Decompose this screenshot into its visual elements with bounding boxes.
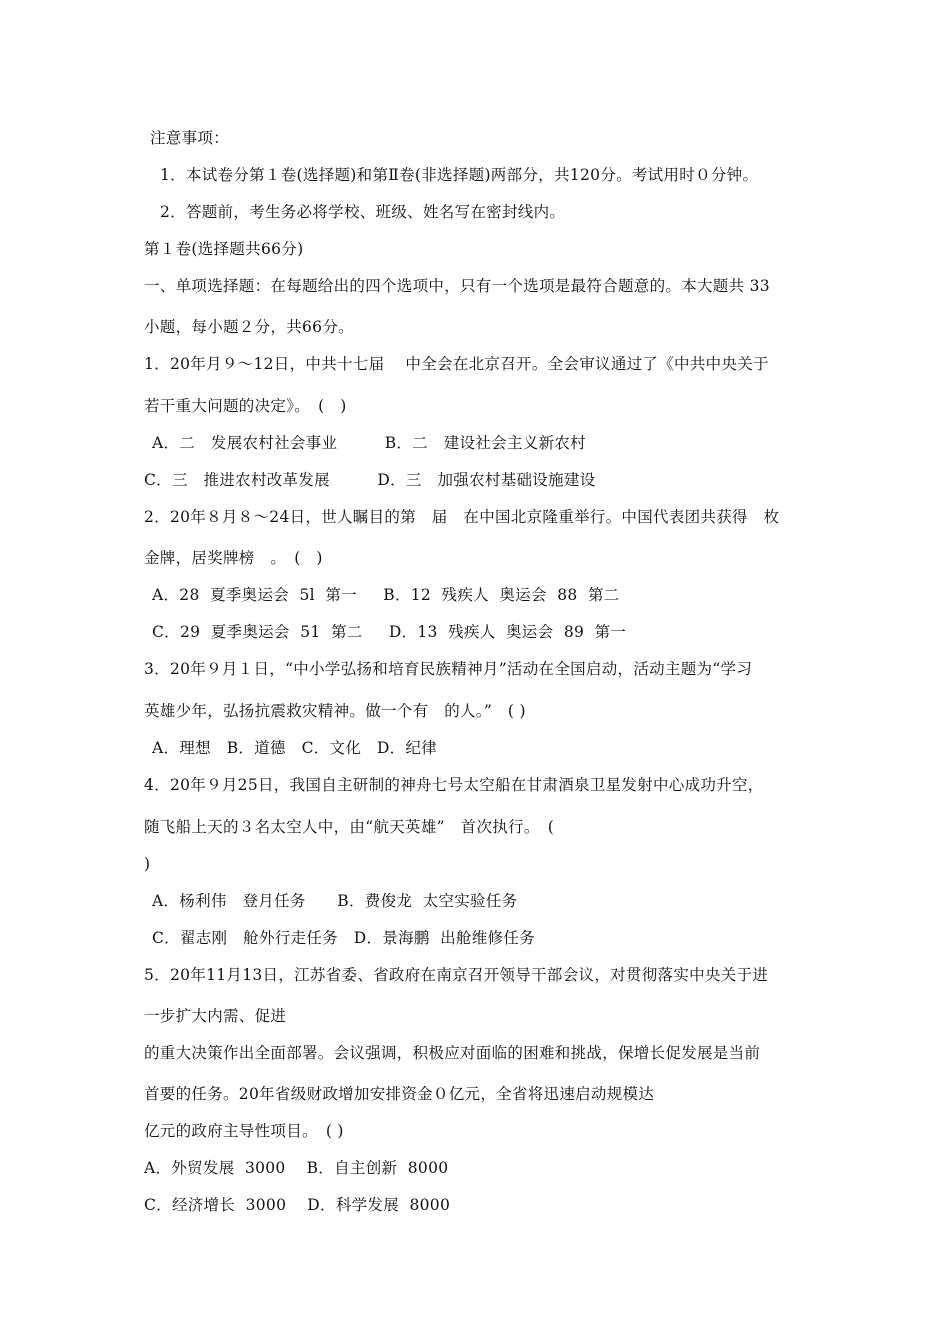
q1-options-line2: C．三 推进农村改革发展 D．三 加强农村基础设施建设: [144, 471, 596, 489]
q4-options-line2: C．翟志刚 舱外行走任务 D．景海鹏 出舱维修任务: [152, 929, 535, 947]
notice-heading: 注意事项：: [150, 129, 230, 147]
section1-intro-line2: 小题，每小题２分，共66分。: [144, 318, 354, 336]
q4-options-line1: A．杨利伟 登月任务 B．费俊龙 太空实验任务: [152, 892, 518, 910]
notice-item-1: 1．本试卷分第１卷(选择题)和第Ⅱ卷(非选择题)两部分，共120分。考试用时０分钟。: [160, 166, 759, 184]
q5-stem-line5: 亿元的政府主导性项目。 ( ): [144, 1122, 344, 1140]
part1-title: 第１卷(选择题共66分): [144, 240, 304, 258]
q5-stem-line1: 5．20年11月13日，江苏省委、省政府在南京召开领导干部会议，对贯彻落实中央关于进: [144, 966, 769, 984]
q5-stem-line4: 首要的任务。20年省级财政增加安排资金０亿元，全省将迅速启动规模达: [144, 1085, 655, 1103]
q5-stem-line2: 一步扩大内需、促进: [144, 1007, 287, 1025]
notice-item-2: 2．答题前，考生务必将学校、班级、姓名写在密封线内。: [160, 203, 566, 221]
q4-stem-line1: 4．20年９月25日，我国自主研制的神舟七号太空船在甘肃酒泉卫星发射中心成功升空，: [144, 776, 764, 794]
q2-options-line2: C．29 夏季奥运会 51 第二 D．13 残疾人 奥运会 89 第一: [152, 623, 627, 641]
q3-stem-line1: 3．20年９月１日，“中小学弘扬和培育民族精神月”活动在全国启动，活动主题为“学习: [144, 660, 753, 678]
q2-stem-line1: 2．20年８月８～24日，世人瞩目的第 届 在中国北京隆重举行。中国代表团共获得 枚: [144, 508, 780, 526]
q4-stem-line2: 随飞船上天的３名太空人中，由“航天英雄” 首次执行。 (: [144, 818, 555, 836]
q1-options-line1: A．二 发展农村社会事业 B．二 建设社会主义新农村: [152, 434, 586, 452]
q2-options-line1: A．28 夏季奥运会 5l 第一 B．12 残疾人 奥运会 88 第二: [152, 586, 620, 604]
q5-stem-line3: 的重大决策作出全面部署。会议强调，积极应对面临的困难和挑战，保增长促发展是当前: [144, 1044, 761, 1062]
q5-options-line2: C．经济增长 3000 D．科学发展 8000: [144, 1196, 451, 1214]
q3-options-line1: A．理想 B．道德 C．文化 D．纪律: [152, 739, 438, 757]
q1-stem-line2: 若干重大问题的决定》。 ( ): [144, 397, 347, 415]
q4-stem-line3: ): [144, 855, 151, 873]
q2-stem-line2: 金牌，居奖牌榜 。 ( ): [144, 549, 323, 567]
q3-stem-line2: 英雄少年，弘扬抗震救灾精神。做一个有 的人。” ( ): [144, 702, 526, 720]
section1-intro-line1: 一、单项选择题：在每题给出的四个选项中，只有一个选项是最符合题意的。本大题共 33: [144, 277, 770, 295]
q5-options-line1: A．外贸发展 3000 B．自主创新 8000: [144, 1159, 449, 1177]
q1-stem-line1: 1．20年月９～12日，中共十七届 中全会在北京召开。全会审议通过了《中共中央关于: [144, 355, 769, 373]
